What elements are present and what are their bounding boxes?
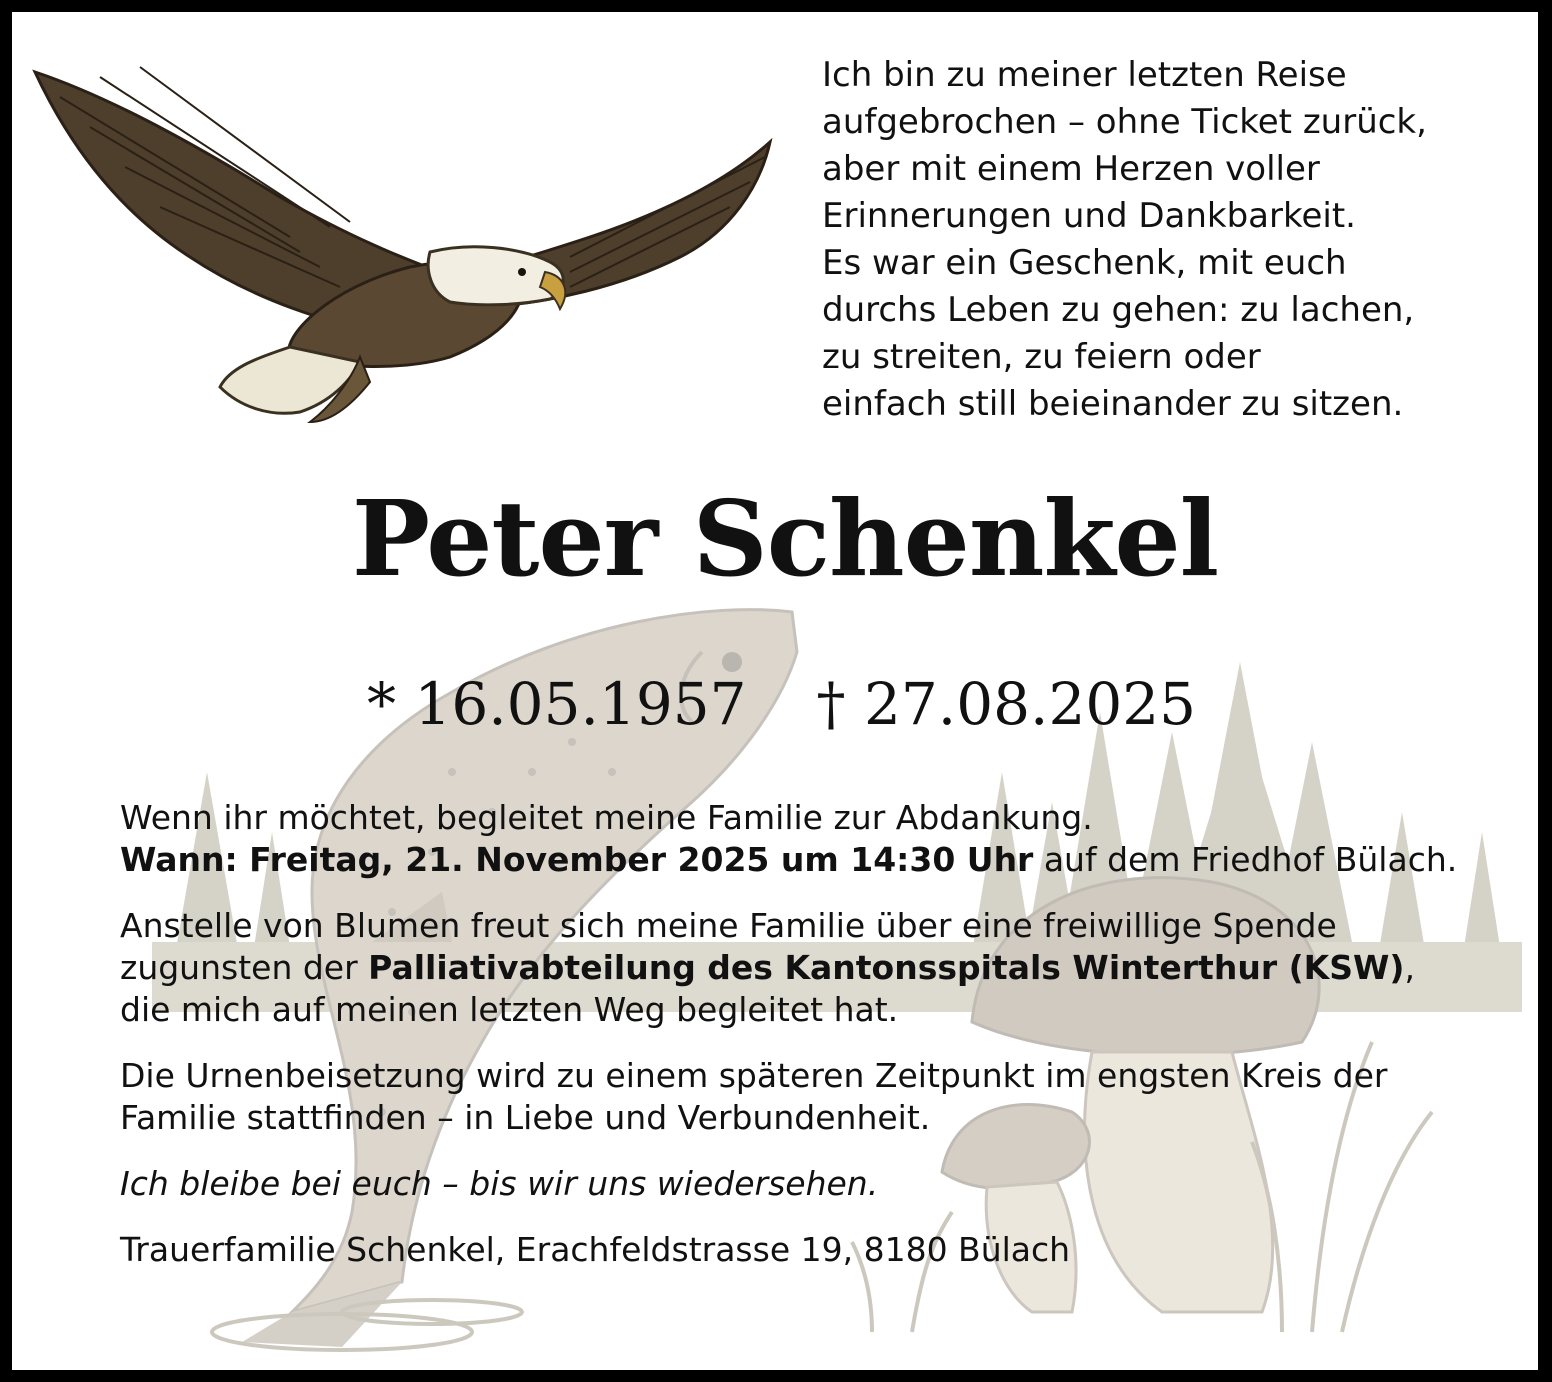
donation-punct: , [1404,948,1415,987]
poem-line: durchs Leben zu gehen: zu lachen, [822,290,1415,330]
birth-date: * 16.05.1957 [367,670,747,738]
donation-line: die mich auf meinen letzten Weg begleitet hat. [120,990,899,1029]
poem-line: Ich bin zu meiner letzten Reise [822,55,1347,95]
eagle-illustration [30,37,790,437]
urn-paragraph [120,1055,1450,1139]
urn-line: Die Urnenbeisetzung wird zu einem späteren Zeitpunkt im engsten Kreis der [120,1056,1388,1095]
deceased-name: Peter Schenkel [351,477,1219,600]
urn-line: Familie stattfinden – in Liebe und Verbundenheit. [120,1098,931,1137]
ceremony-where: auf dem Friedhof Bülach. [1033,840,1458,879]
poem-line: aber mit einem Herzen voller [822,149,1320,189]
donation-recipient: Palliativabteilung des Kantonsspitals Winterthur (KSW) [368,948,1405,987]
life-dates [367,670,1196,738]
poem-line: aufgebrochen – ohne Ticket zurück, [822,102,1427,142]
poem-line: Es war ein Geschenk, mit euch [822,243,1347,283]
donation-line: zugunsten der [120,948,369,987]
poem-line: Erinnerungen und Dankbarkeit. [822,196,1356,236]
ceremony-paragraph [120,797,1458,881]
donation-paragraph [120,905,1450,1031]
donation-line: Anstelle von Blumen freut sich meine Familie über eine freiwillige Spende [120,906,1337,945]
death-date: † 27.08.2025 [816,670,1197,738]
poem [822,52,1427,428]
obituary-body [120,797,1458,1295]
poem-line: einfach still beieinander zu sitzen. [822,384,1404,424]
ceremony-when: Wann: Freitag, 21. November 2025 um 14:30 Uhr [120,840,1034,879]
poem-line: zu streiten, zu feiern oder [822,337,1261,377]
ceremony-intro: Wenn ihr möchtet, begleitet meine Familie zur Abdankung. [120,798,1093,837]
family-address: Trauerfamilie Schenkel, Erachfeldstrasse 19, 8180 Bülach [120,1230,1071,1269]
closing-quote: Ich bleibe bei euch – bis wir uns wiedersehen. [120,1164,879,1203]
